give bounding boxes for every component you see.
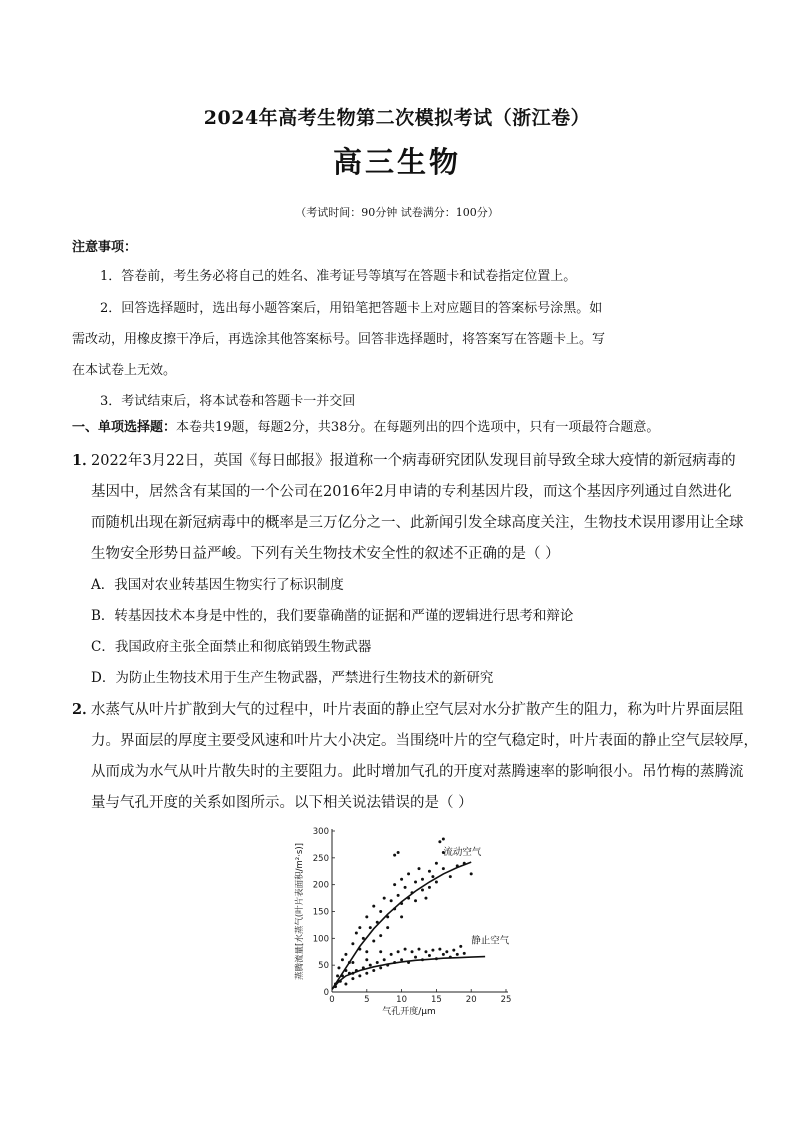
- data-point-still-air: [379, 950, 382, 953]
- data-point-still-air: [463, 952, 466, 955]
- data-point-still-air: [344, 982, 347, 985]
- data-point-moving-air: [400, 915, 403, 918]
- notice-item-3: 3．考试结束后，将本试卷和答题卡一并交回: [100, 394, 356, 409]
- data-point-moving-air: [337, 966, 340, 969]
- data-point-moving-air: [435, 880, 438, 883]
- data-point-moving-air: [421, 878, 424, 881]
- data-point-moving-air: [418, 867, 421, 870]
- q2-stem-line-2: 力。界面层的厚度主要受风速和叶片大小决定。当围绕叶片的空气稳定时，叶片表面的静止空气层较厚，: [91, 733, 758, 749]
- data-point-still-air: [365, 958, 368, 961]
- data-point-moving-air: [442, 867, 445, 870]
- data-point-moving-air: [365, 950, 368, 953]
- notice-item-2-line-3: 在本试卷上无效。: [72, 363, 177, 378]
- series-label-still-air: 静止空气: [471, 935, 510, 947]
- x-tick-label: 10: [396, 995, 408, 1005]
- data-point-still-air: [452, 949, 455, 952]
- data-point-still-air: [414, 956, 417, 959]
- data-point-moving-air: [383, 897, 386, 900]
- data-point-still-air: [390, 953, 393, 956]
- data-point-still-air: [369, 964, 372, 967]
- data-point-moving-air: [393, 854, 396, 857]
- trend-curve-moving-air: [332, 862, 471, 989]
- data-point-still-air: [431, 949, 434, 952]
- data-point-moving-air: [428, 870, 431, 873]
- data-point-moving-air: [397, 851, 400, 854]
- data-point-moving-air: [414, 880, 417, 883]
- data-point-moving-air: [358, 926, 361, 929]
- y-tick-label: 200: [312, 880, 329, 891]
- chart-axes: [332, 829, 508, 992]
- q1-stem-line-2: 基因中，居然含有某国的一个公司在2016年2月申请的专利基因片段，而这个基因序列通过自然进化: [91, 484, 732, 500]
- q1-option-b: B．转基因技术本身是中性的，我们要靠确凿的证据和严谨的逻辑进行思考和辩论: [91, 608, 574, 624]
- data-point-still-air: [376, 961, 379, 964]
- data-point-moving-air: [404, 886, 407, 889]
- data-point-still-air: [372, 969, 375, 972]
- q1-number: 1．: [72, 452, 97, 469]
- y-tick-label: 100: [312, 934, 329, 945]
- chart-points: [334, 838, 473, 989]
- data-point-still-air: [445, 950, 448, 953]
- data-point-moving-air: [365, 915, 368, 918]
- data-point-still-air: [411, 950, 414, 953]
- data-point-moving-air: [407, 872, 410, 875]
- data-point-still-air: [428, 954, 431, 957]
- data-point-moving-air: [379, 934, 382, 937]
- data-point-moving-air: [386, 926, 389, 929]
- q1-stem-line-4: 生物安全形势日益严峻。下列有关生物技术安全性的叙述不正确的是（ ）: [91, 546, 560, 562]
- data-point-moving-air: [421, 889, 424, 892]
- data-point-still-air: [424, 950, 427, 953]
- data-point-moving-air: [431, 875, 434, 878]
- data-point-moving-air: [341, 958, 344, 961]
- exam-title: 2024年高考生物第二次模拟考试（浙江卷）: [203, 107, 591, 129]
- section-heading-prefix: 一、单项选择题：: [72, 420, 177, 435]
- data-point-moving-air: [369, 926, 372, 929]
- data-point-still-air: [383, 958, 386, 961]
- data-point-moving-air: [390, 899, 393, 902]
- data-point-moving-air: [449, 875, 452, 878]
- data-point-moving-air: [372, 905, 375, 908]
- data-point-moving-air: [438, 840, 441, 843]
- q1-stem-line-1: 2022年3月22日，英国《每日邮报》报道称一个病毒研究团队发现目前导致全球大疫情的新冠病毒的: [91, 453, 736, 469]
- notice-item-1: 1．答卷前，考生务必将自己的姓名、准考证号等填写在答题卡和试卷指定位置上。: [100, 269, 577, 284]
- y-tick-label: 150: [312, 907, 329, 918]
- series-label-moving-air: 流动空气: [443, 847, 482, 859]
- x-axis-label: 气孔开度/μm: [382, 1007, 436, 1017]
- y-tick-label: 250: [312, 853, 329, 864]
- data-point-moving-air: [393, 883, 396, 886]
- x-tick-label: 25: [500, 995, 512, 1005]
- data-point-moving-air: [428, 886, 431, 889]
- q1-stem-line-3: 而随机出现在新冠病毒中的概率是三万亿分之一、此新闻引发全球高度关注，生物技术误用谬用让全球: [91, 515, 744, 531]
- data-point-moving-air: [470, 872, 473, 875]
- q2-stem-line-1: 水蒸气从叶片扩散到大气的过程中，叶片表面的静止空气层对水分扩散产生的阻力，称为叶片界面层阻: [91, 702, 744, 718]
- y-axis-label: 蒸腾流量[水蒸气(叶片表面积/m²·s)]: [295, 843, 305, 980]
- x-tick-label: 5: [364, 995, 370, 1005]
- data-point-moving-air: [397, 894, 400, 897]
- data-point-moving-air: [351, 942, 354, 945]
- notice-item-2-line-2: 需改动，用橡皮擦干净后，再选涂其他答案标号。回答非选择题时，将答案写在答题卡上。写: [72, 332, 606, 347]
- x-tick-label: 0: [329, 995, 335, 1005]
- transpiration-chart: [286, 824, 522, 1018]
- q1-option-a: A．我国对农业转基因生物实行了标识制度: [91, 577, 344, 593]
- data-point-still-air: [418, 948, 421, 951]
- data-point-still-air: [400, 958, 403, 961]
- data-point-still-air: [358, 974, 361, 977]
- trend-curve-still-air: [332, 957, 485, 990]
- y-tick-label: 300: [312, 827, 329, 837]
- y-tick-label: 50: [318, 961, 329, 972]
- data-point-moving-air: [336, 974, 339, 977]
- data-point-still-air: [365, 972, 368, 975]
- data-point-moving-air: [424, 897, 427, 900]
- data-point-still-air: [351, 977, 354, 980]
- subject-title: 高三生物: [332, 145, 461, 179]
- data-point-moving-air: [344, 953, 347, 956]
- notice-heading: 注意事项：: [72, 240, 138, 255]
- q2-stem-line-4: 量与气孔开度的关系如图所示。以下相关说法错误的是（ ）: [91, 795, 473, 811]
- data-point-moving-air: [379, 910, 382, 913]
- q1-option-d: D．为防止生物技术用于生产生物武器，严禁进行生物技术的新研究: [91, 670, 494, 686]
- data-point-still-air: [397, 950, 400, 953]
- data-point-moving-air: [435, 862, 438, 865]
- data-point-moving-air: [442, 838, 445, 841]
- data-point-still-air: [438, 948, 441, 951]
- q2-stem-line-3: 从而成为水气从叶片散失时的主要阻力。此时增加气孔的开度对蒸腾速率的影响很小。吊竹梅的蒸腾流: [91, 764, 744, 780]
- data-point-moving-air: [355, 931, 358, 934]
- data-point-moving-air: [372, 940, 375, 943]
- section-heading: [72, 416, 659, 435]
- x-tick-label: 20: [465, 995, 477, 1005]
- data-point-moving-air: [400, 878, 403, 881]
- data-point-still-air: [404, 948, 407, 951]
- data-point-moving-air: [414, 899, 417, 902]
- data-point-still-air: [379, 966, 382, 969]
- section-heading-rest: 本卷共19题，每题2分，共38分。在每题列出的四个选项中，只有一项最符合题意。: [176, 420, 660, 435]
- exam-info: （考试时间：90分钟 试卷满分：100分）: [295, 206, 499, 219]
- x-tick-label: 15: [430, 995, 442, 1005]
- notice-item-2-line-1: 2．回答选择题时，选出每小题答案后，用铅笔把答题卡上对应题目的答案标号涂黑。如: [100, 301, 603, 316]
- q1-option-c: C．我国政府主张全面禁止和彻底销毁生物武器: [91, 639, 372, 655]
- data-point-still-air: [456, 953, 459, 956]
- data-point-still-air: [442, 953, 445, 956]
- y-tick-label: 0: [323, 988, 329, 998]
- data-point-still-air: [459, 945, 462, 948]
- data-point-still-air: [351, 961, 354, 964]
- q2-number: 2．: [72, 701, 97, 718]
